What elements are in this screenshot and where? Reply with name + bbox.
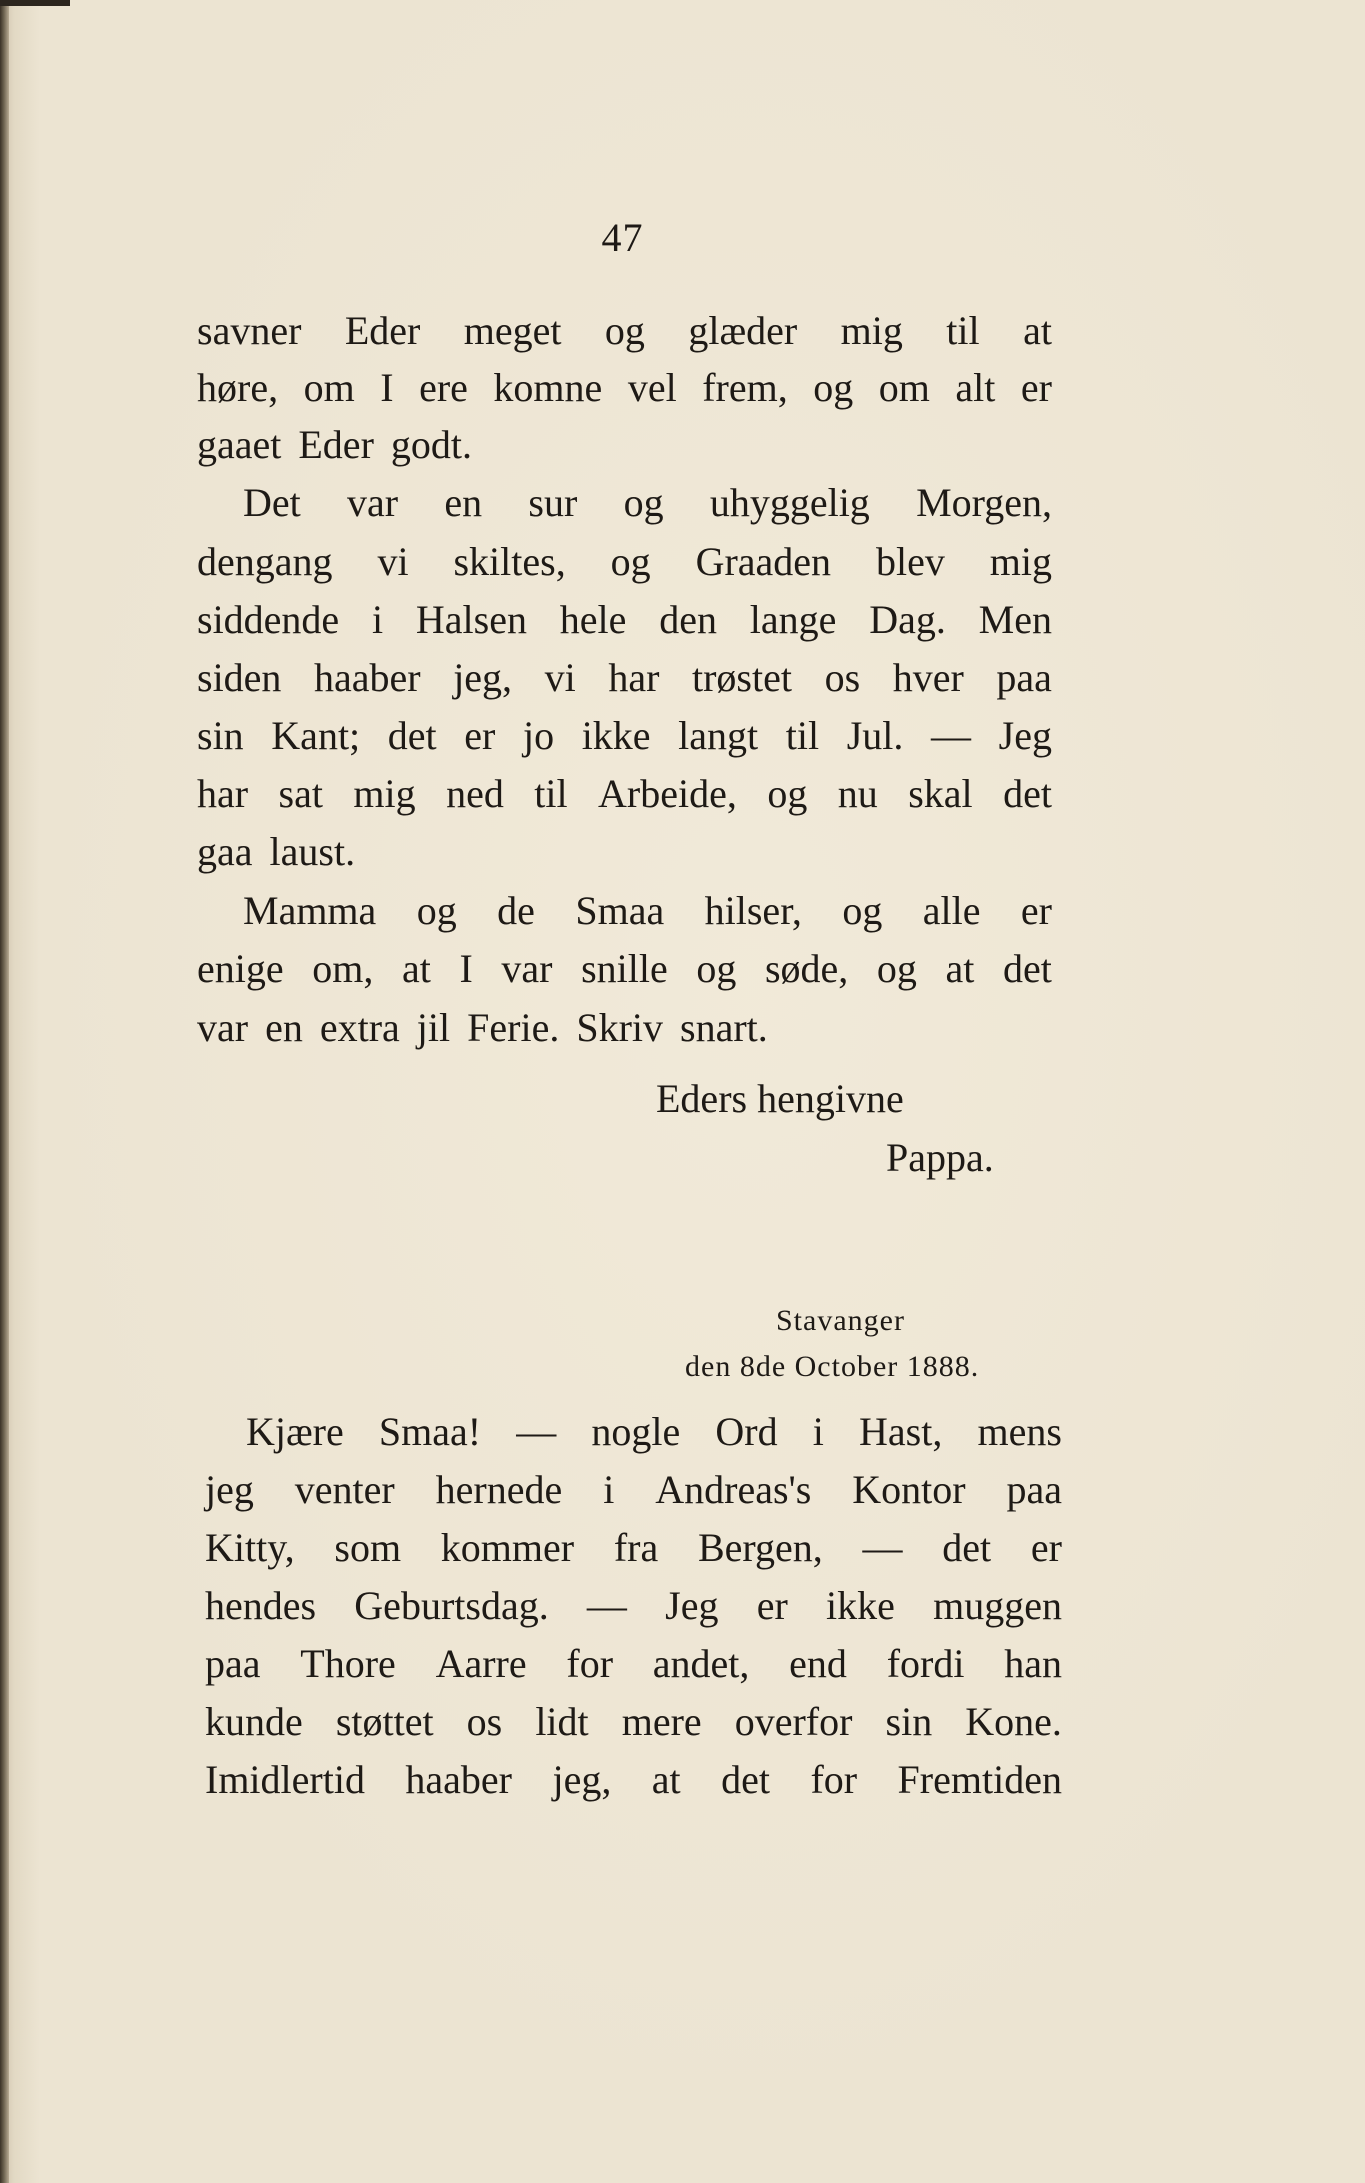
letter-place: Stavanger bbox=[776, 1304, 905, 1337]
word: gaaet bbox=[197, 422, 282, 467]
word: Men bbox=[978, 597, 1052, 642]
word: nogle bbox=[591, 1409, 681, 1454]
word: Det bbox=[243, 480, 301, 525]
word: hele bbox=[559, 597, 627, 642]
word: frem, bbox=[702, 365, 788, 410]
text-line bbox=[205, 1581, 1062, 1631]
text-line bbox=[205, 1639, 1062, 1689]
word: paa bbox=[205, 1641, 261, 1686]
text-line bbox=[243, 886, 1052, 936]
word: mere bbox=[621, 1699, 702, 1744]
word: — bbox=[516, 1409, 557, 1454]
word: mig bbox=[840, 308, 903, 353]
word: — bbox=[862, 1525, 903, 1570]
word: mens bbox=[977, 1409, 1062, 1454]
word: i bbox=[603, 1467, 615, 1512]
word: Ferie. bbox=[467, 1005, 560, 1050]
word: venter bbox=[294, 1467, 395, 1512]
word: I bbox=[459, 946, 473, 991]
text-line bbox=[197, 595, 1052, 645]
text-line bbox=[197, 420, 1052, 470]
word: Kone. bbox=[965, 1699, 1062, 1744]
word: Fremtiden bbox=[897, 1757, 1062, 1802]
word: mig bbox=[353, 771, 416, 816]
word: Morgen, bbox=[916, 480, 1052, 525]
word: fra bbox=[613, 1525, 659, 1570]
word: var bbox=[347, 480, 399, 525]
text-line bbox=[197, 653, 1052, 703]
word: vi bbox=[377, 539, 409, 584]
word: og bbox=[876, 946, 917, 991]
word: siddende bbox=[197, 597, 340, 642]
word: det bbox=[1003, 946, 1052, 991]
text-line bbox=[246, 1407, 1062, 1457]
text-line bbox=[243, 478, 1052, 528]
word: at bbox=[945, 946, 975, 991]
word: Imidlertid bbox=[205, 1757, 365, 1802]
word: og bbox=[623, 480, 664, 525]
word: og bbox=[767, 771, 808, 816]
word: som bbox=[334, 1525, 402, 1570]
word: Ord bbox=[715, 1409, 778, 1454]
word: sat bbox=[278, 771, 323, 816]
word: andet, bbox=[652, 1641, 750, 1686]
word: var bbox=[197, 1005, 249, 1050]
word: paa bbox=[996, 655, 1052, 700]
word: glæder bbox=[688, 308, 798, 353]
word: kommer bbox=[440, 1525, 575, 1570]
word: godt. bbox=[390, 422, 473, 467]
word: os bbox=[824, 655, 861, 700]
letter-closing: Eders hengivne bbox=[656, 1076, 904, 1121]
word: til bbox=[946, 308, 980, 353]
word: og bbox=[610, 539, 651, 584]
word: jeg bbox=[205, 1467, 254, 1512]
word: langt bbox=[678, 713, 759, 758]
word: fordi bbox=[886, 1641, 965, 1686]
word: Halsen bbox=[415, 597, 527, 642]
word: Skriv bbox=[576, 1005, 664, 1050]
word: haaber bbox=[405, 1757, 513, 1802]
word: Dag. bbox=[869, 597, 946, 642]
page-spine-edge bbox=[0, 0, 9, 2183]
word: — bbox=[586, 1583, 627, 1628]
word: at bbox=[1023, 308, 1052, 353]
word: er bbox=[756, 1583, 788, 1628]
word: mig bbox=[989, 539, 1052, 584]
word: jeg, bbox=[453, 655, 513, 700]
word: jil bbox=[416, 1005, 451, 1050]
word: Smaa bbox=[575, 888, 665, 933]
word: til bbox=[534, 771, 568, 816]
word: Bergen, bbox=[697, 1525, 823, 1570]
letter-signature: Pappa. bbox=[886, 1135, 994, 1180]
word: lidt bbox=[535, 1699, 589, 1744]
word: en bbox=[265, 1005, 303, 1050]
word: om, bbox=[312, 946, 374, 991]
word: snille bbox=[581, 946, 668, 991]
word: var bbox=[501, 946, 553, 991]
word: skal bbox=[908, 771, 973, 816]
word: — bbox=[931, 713, 972, 758]
word: det bbox=[387, 713, 437, 758]
word: høre, bbox=[197, 365, 279, 410]
word: er bbox=[1020, 888, 1052, 933]
word: sin bbox=[885, 1699, 933, 1744]
word: hilser, bbox=[704, 888, 802, 933]
word: sur bbox=[528, 480, 578, 525]
page-corner-mark bbox=[0, 0, 70, 6]
word: skiltes, bbox=[453, 539, 566, 584]
word: savner bbox=[197, 308, 302, 353]
word: Kant; bbox=[271, 713, 361, 758]
word: de bbox=[497, 888, 535, 933]
text-line bbox=[205, 1697, 1062, 1747]
word: dengang bbox=[197, 539, 333, 584]
word: Kontor bbox=[852, 1467, 966, 1512]
word: extra bbox=[319, 1005, 400, 1050]
word: at bbox=[401, 946, 431, 991]
word: enige bbox=[197, 946, 284, 991]
word: blev bbox=[875, 539, 945, 584]
word: Eder bbox=[298, 422, 374, 467]
word: nu bbox=[837, 771, 878, 816]
text-line bbox=[197, 827, 1052, 877]
text-line bbox=[205, 1523, 1062, 1573]
word: ere bbox=[419, 365, 468, 410]
word: at bbox=[651, 1757, 681, 1802]
word: I bbox=[380, 365, 394, 410]
word: ikke bbox=[825, 1583, 895, 1628]
text-line bbox=[197, 1003, 1052, 1053]
word: for bbox=[566, 1641, 614, 1686]
word: støttet bbox=[335, 1699, 434, 1744]
word: lange bbox=[749, 597, 837, 642]
word: overfor bbox=[734, 1699, 853, 1744]
word: Mamma bbox=[243, 888, 377, 933]
text-line bbox=[197, 537, 1052, 587]
word: og bbox=[842, 888, 883, 933]
word: kunde bbox=[205, 1699, 303, 1744]
text-line bbox=[205, 1465, 1062, 1515]
word: Jeg bbox=[665, 1583, 719, 1628]
word: laust. bbox=[269, 829, 356, 874]
word: Geburtsdag. bbox=[354, 1583, 549, 1628]
word: hver bbox=[892, 655, 964, 700]
word: har bbox=[197, 771, 249, 816]
word: om bbox=[878, 365, 930, 410]
word: haaber bbox=[314, 655, 421, 700]
word: en bbox=[444, 480, 483, 525]
word: Smaa! bbox=[378, 1409, 482, 1454]
word: paa bbox=[1006, 1467, 1062, 1512]
word: ikke bbox=[581, 713, 651, 758]
text-line bbox=[197, 306, 1052, 356]
word: er bbox=[464, 713, 496, 758]
word: han bbox=[1004, 1641, 1062, 1686]
word: uhyggelig bbox=[709, 480, 870, 525]
letter-date: den 8de October 1888. bbox=[685, 1350, 980, 1383]
word: i bbox=[371, 597, 384, 642]
word: ned bbox=[446, 771, 504, 816]
word: alt bbox=[955, 365, 996, 410]
word: jo bbox=[522, 713, 555, 758]
word: jeg, bbox=[552, 1757, 612, 1802]
word: gaa bbox=[197, 829, 253, 874]
word: Thore bbox=[300, 1641, 396, 1686]
word: om bbox=[303, 365, 355, 410]
word: Eder bbox=[344, 308, 421, 353]
word: Hast, bbox=[859, 1409, 943, 1454]
word: det bbox=[1003, 771, 1052, 816]
word: det bbox=[942, 1525, 992, 1570]
word: Jeg bbox=[998, 713, 1052, 758]
word: for bbox=[810, 1757, 858, 1802]
word: hendes bbox=[205, 1583, 317, 1628]
word: og bbox=[696, 946, 737, 991]
word: hernede bbox=[435, 1467, 563, 1512]
word: vi bbox=[544, 655, 576, 700]
word: Kjære bbox=[246, 1409, 344, 1454]
text-line bbox=[205, 1755, 1062, 1805]
word: meget bbox=[463, 308, 562, 353]
text-line bbox=[197, 711, 1052, 761]
word: vel bbox=[627, 365, 677, 410]
word: siden bbox=[197, 655, 282, 700]
word: søde, bbox=[764, 946, 849, 991]
word: er bbox=[1020, 365, 1052, 410]
word: den bbox=[659, 597, 717, 642]
text-line bbox=[197, 944, 1052, 994]
word: snart. bbox=[680, 1005, 768, 1050]
word: Kitty, bbox=[205, 1525, 295, 1570]
word: muggen bbox=[933, 1583, 1062, 1628]
word: sin bbox=[197, 713, 244, 758]
word: har bbox=[608, 655, 660, 700]
page-number: 47 bbox=[601, 215, 644, 260]
text-line bbox=[197, 769, 1052, 819]
word: Andreas's bbox=[655, 1467, 812, 1512]
word: er bbox=[1030, 1525, 1062, 1570]
word: komne bbox=[493, 365, 603, 410]
word: Graaden bbox=[695, 539, 832, 584]
text-line bbox=[197, 363, 1052, 413]
word: og bbox=[813, 365, 854, 410]
word: Jul. bbox=[846, 713, 904, 758]
word: alle bbox=[922, 888, 981, 933]
word: til bbox=[785, 713, 820, 758]
word: os bbox=[466, 1699, 503, 1744]
word: i bbox=[812, 1409, 824, 1454]
word: og bbox=[604, 308, 645, 353]
word: end bbox=[789, 1641, 847, 1686]
word: det bbox=[721, 1757, 770, 1802]
word: Arbeide, bbox=[598, 771, 737, 816]
word: Aarre bbox=[435, 1641, 527, 1686]
word: trøstet bbox=[692, 655, 792, 700]
word: og bbox=[416, 888, 457, 933]
